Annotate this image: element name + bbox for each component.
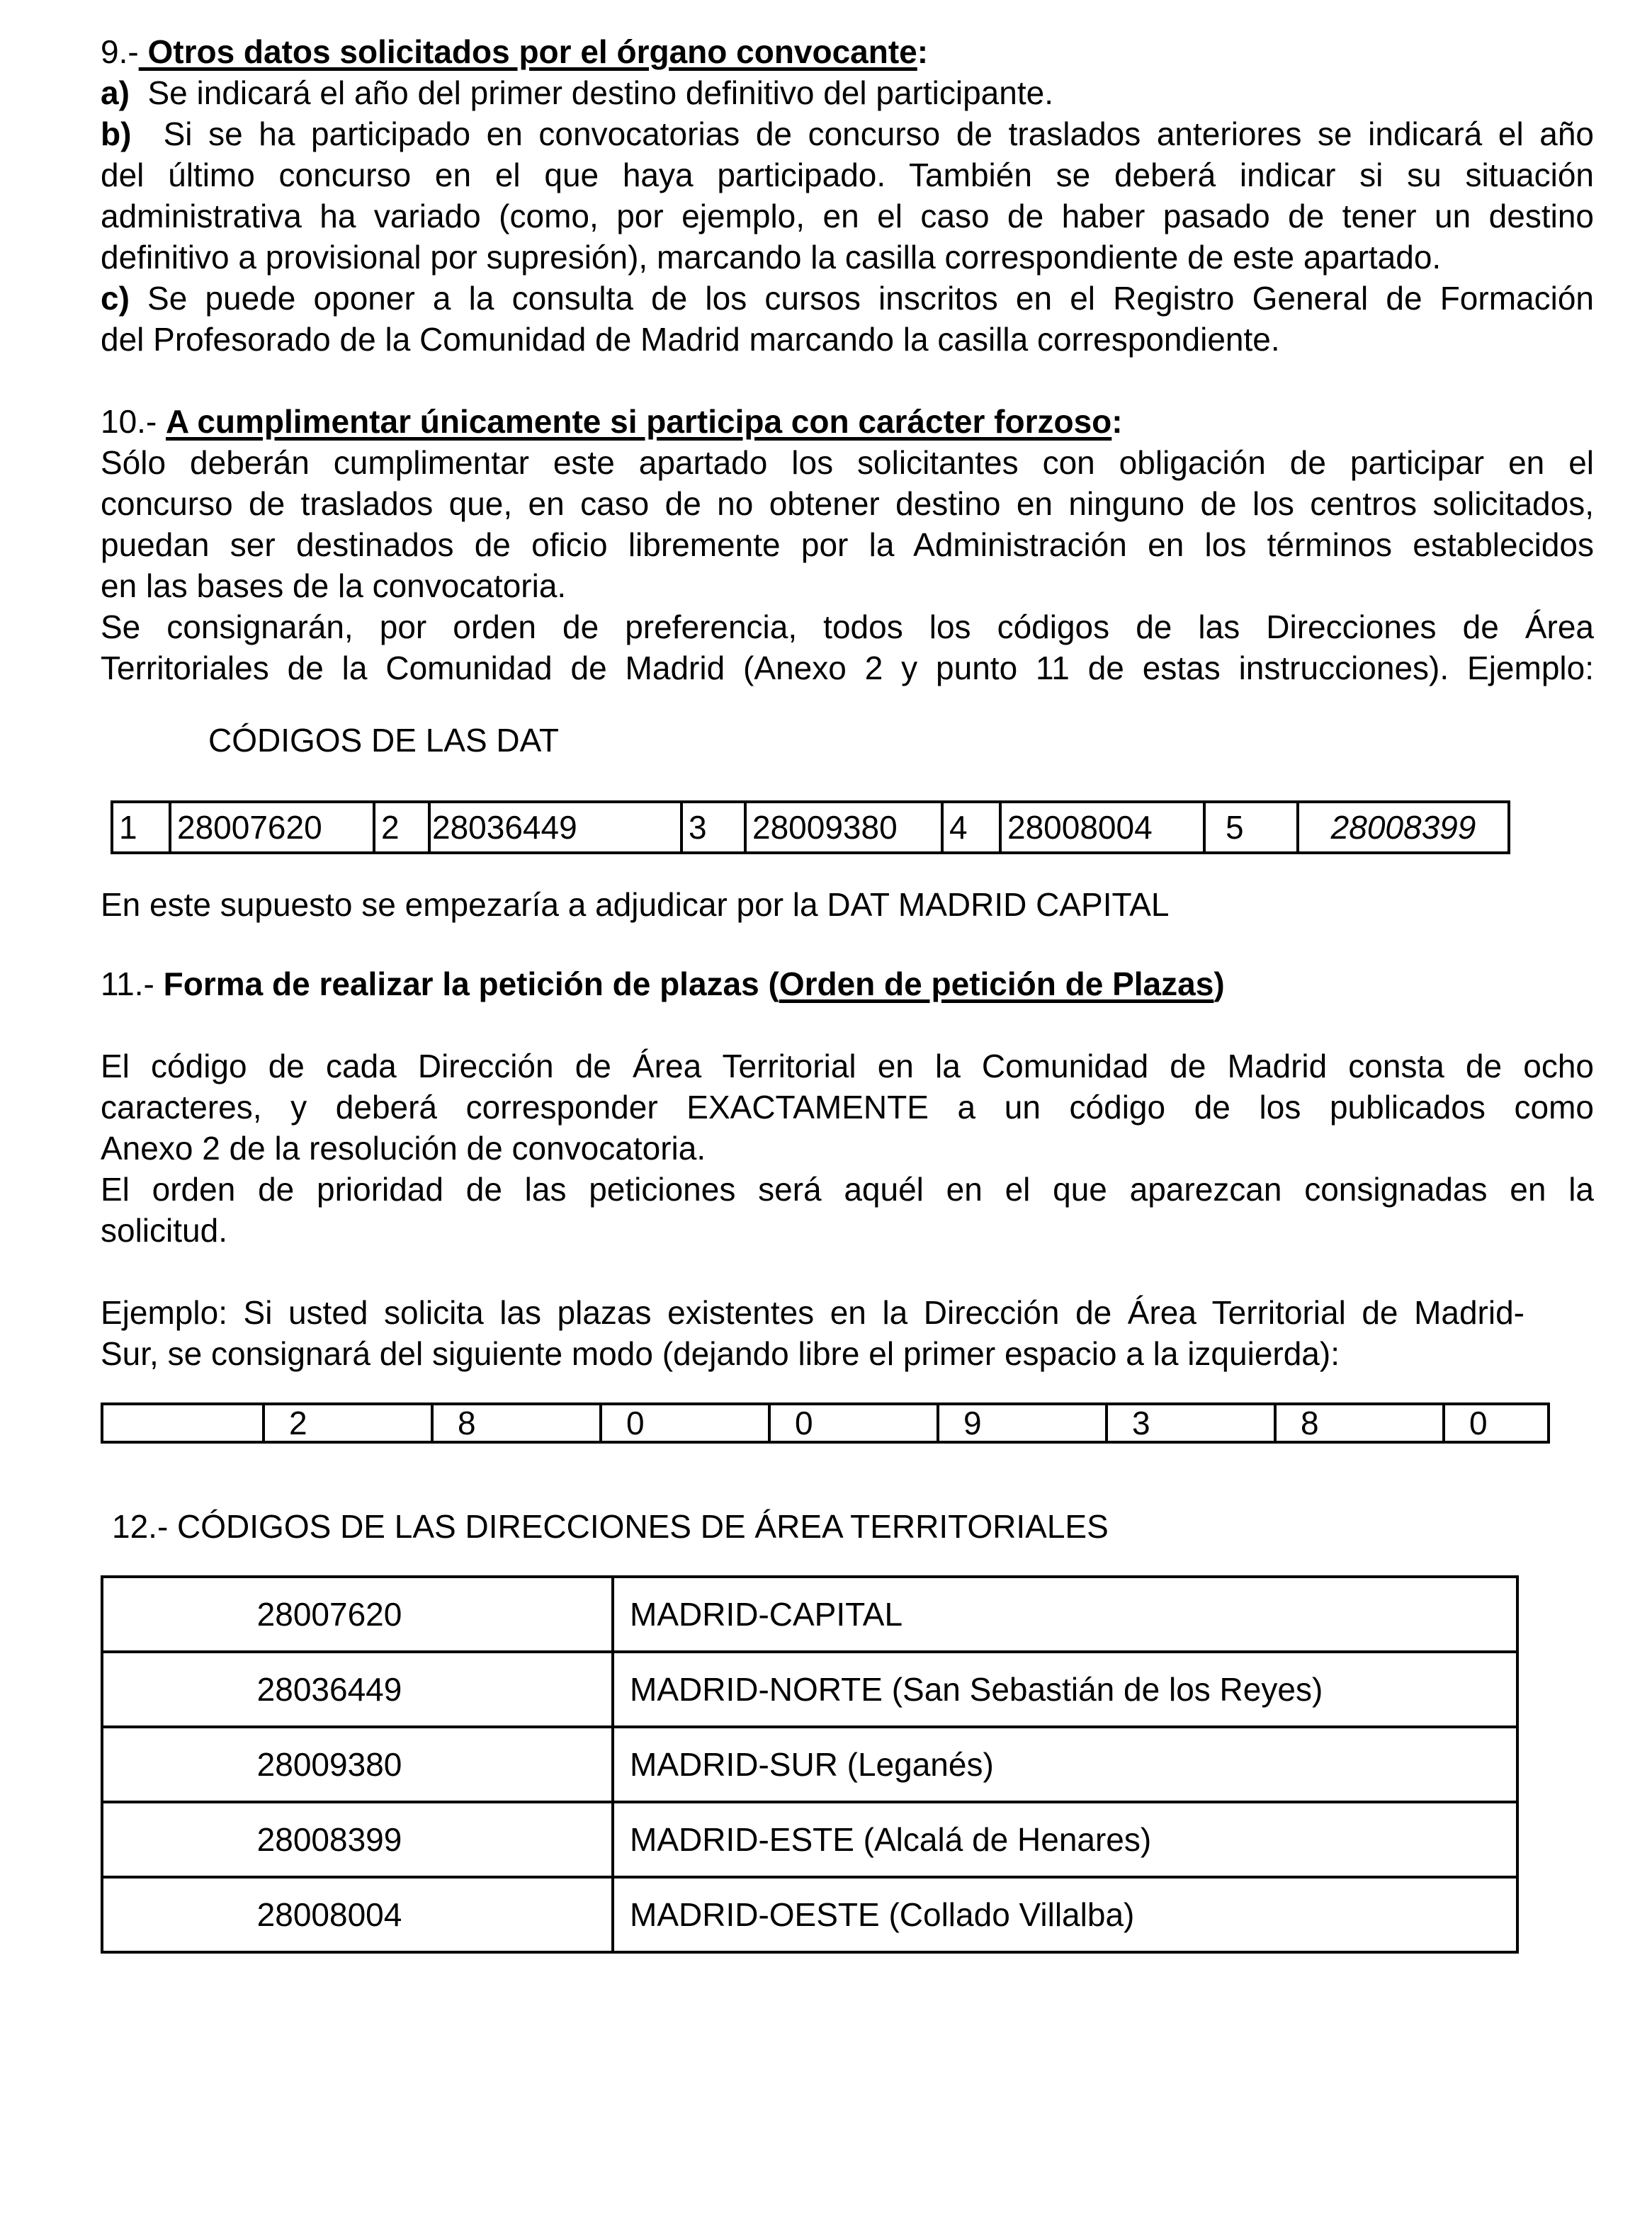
- dat-conclusion: En este supuesto se empezaría a adjudicar por la DAT MADRID CAPITAL: [101, 886, 1170, 923]
- section-11-example-line: Sur, se consignará del siguiente modo (dejando libre el primer espacio a la izquierda):: [101, 1335, 1340, 1372]
- section-12-heading: 12.- CÓDIGOS DE LAS DIRECCIONES DE ÁREA TERRITORIALES: [112, 1508, 1109, 1545]
- digit-box: 2: [264, 1404, 432, 1442]
- dat-code-cell: 28036449: [429, 802, 681, 853]
- section-10-line: Territoriales de la Comunidad de Madrid (Anexo 2 y punto 11 de estas instrucciones). Ejemplo:: [101, 650, 1594, 686]
- digit-boxes-row: [102, 1404, 1549, 1442]
- section-9-item-a: a) Se indicará el año del primer destino definitivo del participante.: [101, 74, 1053, 111]
- section-11-example-line: Ejemplo: Si usted solicita las plazas existentes en la Dirección de Área Territorial de Madrid-: [101, 1294, 1524, 1331]
- dat-name: MADRID-CAPITAL: [613, 1577, 1517, 1652]
- table-row: [102, 1727, 1517, 1802]
- digit-boxes-table: [101, 1402, 1550, 1444]
- section-9-item-c-line: c) Se puede oponer a la consulta de los cursos inscritos en el Registro General de Formación: [101, 280, 1594, 317]
- dat-code: 28009380: [102, 1727, 613, 1802]
- dat-order-cell: 1: [112, 802, 170, 853]
- section-9-item-b-line: del último concurso en el que haya participado. También se deberá indicar si su situación: [101, 157, 1594, 193]
- dat-order-cell: 5: [1204, 802, 1298, 853]
- table-row: [102, 1802, 1517, 1877]
- dat-order-cell: 4: [942, 802, 1000, 853]
- digit-box: 3: [1107, 1404, 1275, 1442]
- dat-name: MADRID-SUR (Leganés): [613, 1727, 1517, 1802]
- dat-name: MADRID-OESTE (Collado Villalba): [613, 1877, 1517, 1952]
- dat-code: 28008004: [102, 1877, 613, 1952]
- dat-example-table: [111, 800, 1510, 854]
- section-10-line: puedan ser destinados de oficio libremente por la Administración en los términos establecidos: [101, 526, 1594, 563]
- section-9-item-c-line: del Profesorado de la Comunidad de Madrid marcando la casilla correspondiente.: [101, 321, 1280, 358]
- dat-directory-table: [101, 1575, 1519, 1954]
- dat-code: 28007620: [102, 1577, 613, 1652]
- dat-code-cell: 28009380: [745, 802, 942, 853]
- section-11-line: Anexo 2 de la resolución de convocatoria.: [101, 1130, 706, 1167]
- section-11-title-underlined: Orden de petición de Plazas: [779, 965, 1214, 1002]
- section-9-item-b-line: definitivo a provisional por supresión), marcando la casilla correspondiente de este apartado.: [101, 239, 1442, 276]
- section-11-heading: 11.- Forma de realizar la petición de plazas (Orden de petición de Plazas): [101, 965, 1225, 1002]
- dat-table-title: CÓDIGOS DE LAS DAT: [208, 722, 560, 759]
- section-11-line: solicitud.: [101, 1212, 227, 1249]
- section-11-line: El código de cada Dirección de Área Territorial en la Comunidad de Madrid consta de ocho: [101, 1048, 1594, 1084]
- digit-box: 0: [769, 1404, 938, 1442]
- section-10-line: Se consignarán, por orden de preferencia, todos los códigos de las Direcciones de Área: [101, 608, 1594, 645]
- section-11-line: caracteres, y deberá corresponder EXACTAMENTE a un código de los publicados como: [101, 1089, 1594, 1126]
- section-10-line: en las bases de la convocatoria.: [101, 567, 567, 604]
- table-row: [102, 1577, 1517, 1652]
- dat-order-cell: 3: [681, 802, 745, 853]
- digit-box: 0: [1444, 1404, 1549, 1442]
- section-10-heading: 10.- A cumplimentar únicamente si participa con carácter forzoso:: [101, 403, 1123, 440]
- dat-code-cell: 28007620: [170, 802, 374, 853]
- section-10-line: Sólo deberán cumplimentar este apartado los solicitantes con obligación de participar en el: [101, 444, 1594, 481]
- dat-code-cell: 28008004: [1000, 802, 1204, 853]
- dat-example-row: [112, 802, 1509, 853]
- section-10-line: concurso de traslados que, en caso de no obtener destino en ninguno de los centros solicitados,: [101, 485, 1594, 522]
- dat-code-cell: 28008399: [1298, 802, 1509, 853]
- section-10-title: A cumplimentar únicamente si participa con carácter forzoso: [166, 403, 1112, 440]
- dat-code: 28008399: [102, 1802, 613, 1877]
- section-9-title: Otros datos solicitados por el órgano convocante: [138, 33, 917, 70]
- dat-name: MADRID-ESTE (Alcalá de Henares): [613, 1802, 1517, 1877]
- digit-box: 9: [938, 1404, 1107, 1442]
- document-page: [101, 31, 1594, 1954]
- dat-code: 28036449: [102, 1652, 613, 1727]
- dat-name: MADRID-NORTE (San Sebastián de los Reyes): [613, 1652, 1517, 1727]
- digit-box: [102, 1404, 264, 1442]
- digit-box: 8: [432, 1404, 601, 1442]
- section-9-heading: 9.- Otros datos solicitados por el órgano convocante:: [101, 33, 929, 70]
- table-row: [102, 1652, 1517, 1727]
- dat-order-cell: 2: [374, 802, 429, 853]
- section-11-line: El orden de prioridad de las peticiones será aquél en el que aparezcan consignadas en la: [101, 1171, 1594, 1208]
- section-9-item-b-line: b) Si se ha participado en convocatorias de concurso de traslados anteriores se indicará el año: [101, 115, 1594, 152]
- digit-box: 0: [601, 1404, 769, 1442]
- digit-box: 8: [1275, 1404, 1444, 1442]
- table-row: [102, 1877, 1517, 1952]
- section-9-item-b-line: administrativa ha variado (como, por ejemplo, en el caso de haber pasado de tener un destino: [101, 198, 1594, 234]
